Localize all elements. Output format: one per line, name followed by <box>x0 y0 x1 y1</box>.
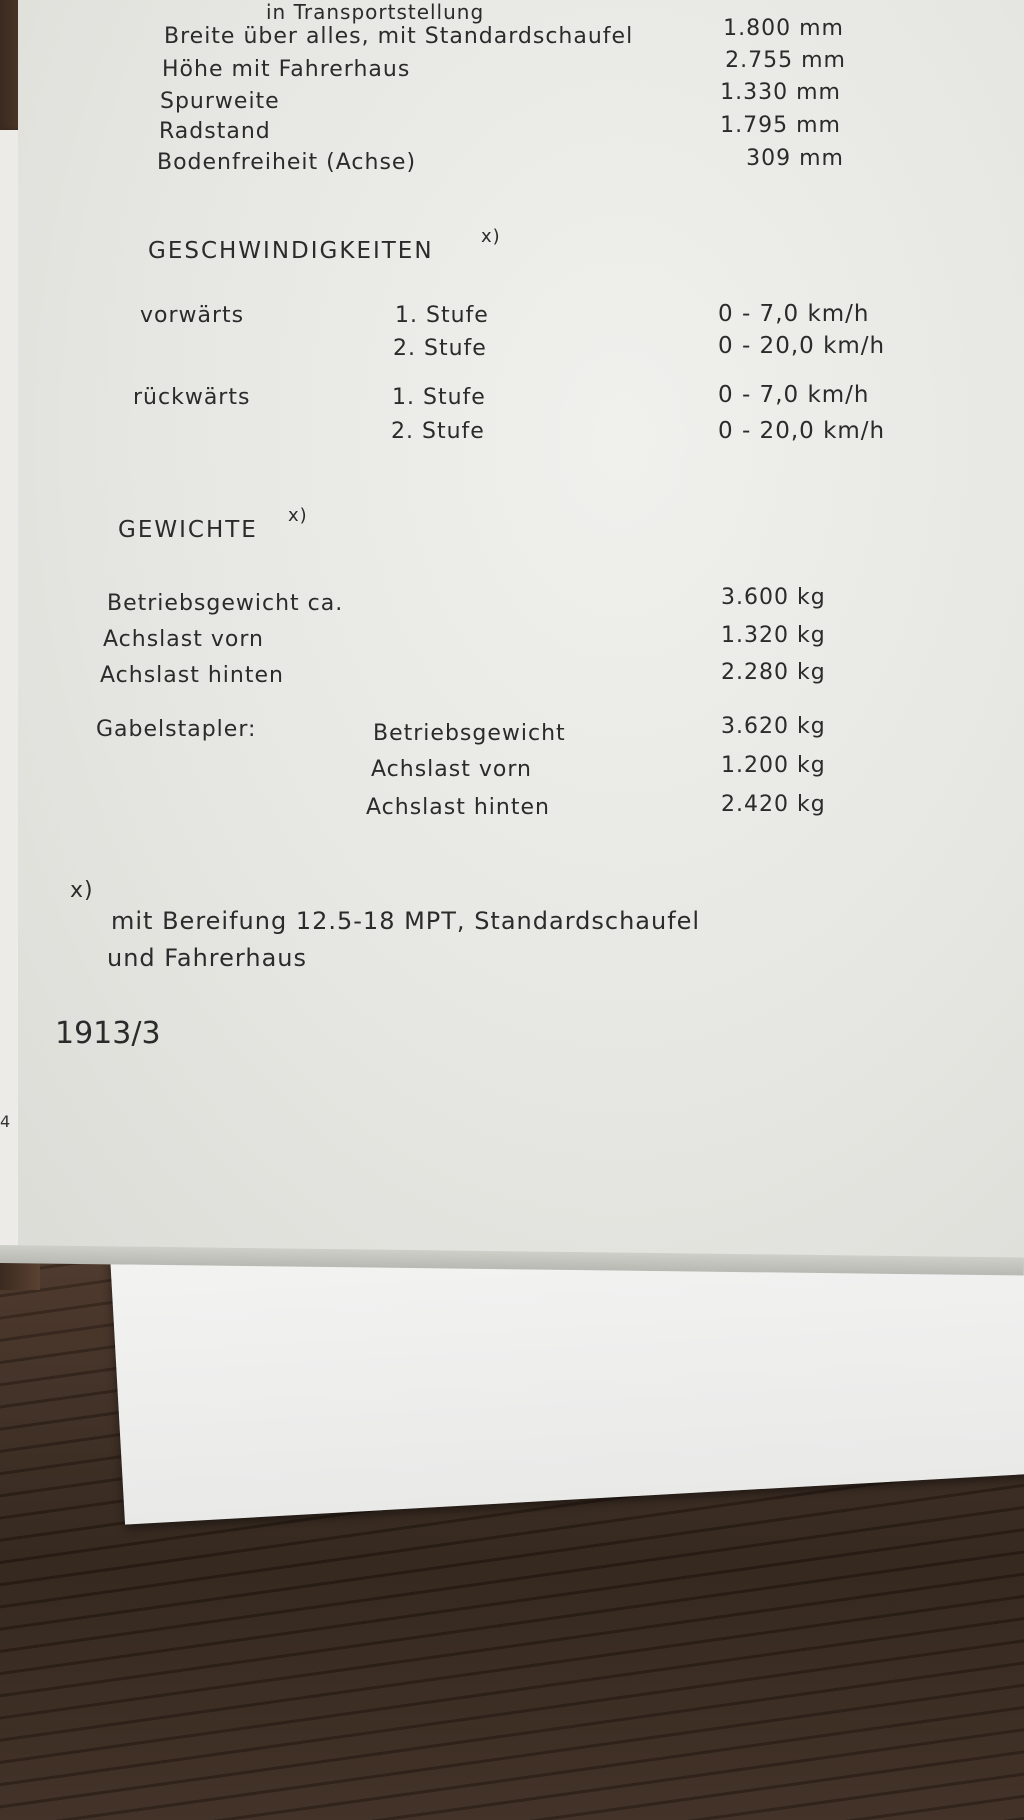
forklift-value-front-axle: 1.200 kg <box>721 753 826 778</box>
forklift-value-rear-axle: 2.420 kg <box>721 792 826 817</box>
speed-value-reverse-2: 0 - 20,0 km/h <box>718 418 886 444</box>
footnote-line-2: und Fahrerhaus <box>107 944 307 972</box>
spec-value-width: 1.800 mm <box>723 16 844 41</box>
forklift-label: Gabelstapler: <box>96 717 257 742</box>
spec-value-wheelbase: 1.795 mm <box>720 113 841 138</box>
forklift-label-operating: Betriebsgewicht <box>373 721 566 746</box>
forklift-label-front-axle: Achslast vorn <box>371 757 532 782</box>
document-code: 1913/3 <box>55 1016 161 1051</box>
spec-label-height: Höhe mit Fahrerhaus <box>162 57 411 82</box>
speeds-footnote-marker: x) <box>481 226 501 247</box>
weight-label-operating: Betriebsgewicht ca. <box>107 591 344 616</box>
spec-label-clearance: Bodenfreiheit (Achse) <box>157 150 417 175</box>
cut-off-heading: in Transportstellung <box>266 0 485 24</box>
weight-value-rear-axle: 2.280 kg <box>721 660 826 685</box>
speeds-heading: GESCHWINDIGKEITEN <box>148 238 434 264</box>
speed-stage-forward-1: 1. Stufe <box>395 303 489 328</box>
speed-value-forward-1: 0 - 7,0 km/h <box>718 301 870 327</box>
speed-direction-forward: vorwärts <box>140 303 245 328</box>
forklift-label-rear-axle: Achslast hinten <box>366 795 550 820</box>
spec-value-track: 1.330 mm <box>720 80 841 105</box>
speed-stage-forward-2: 2. Stufe <box>393 336 487 361</box>
forklift-value-operating: 3.620 kg <box>721 714 826 739</box>
weight-value-operating: 3.600 kg <box>721 585 826 610</box>
spec-label-track: Spurweite <box>160 89 280 114</box>
weight-value-front-axle: 1.320 kg <box>721 623 826 648</box>
weight-label-rear-axle: Achslast hinten <box>100 663 284 688</box>
spec-label-wheelbase: Radstand <box>159 119 271 144</box>
weights-heading: GEWICHTE <box>118 517 258 543</box>
speed-value-reverse-1: 0 - 7,0 km/h <box>718 382 870 408</box>
spec-value-clearance: 309 mm <box>746 146 844 171</box>
spec-label-width: Breite über alles, mit Standardschaufel <box>164 24 634 49</box>
speed-direction-reverse: rückwärts <box>133 385 251 410</box>
margin-page-number: 4 <box>0 1112 12 1131</box>
weights-footnote-marker: x) <box>288 505 308 526</box>
spec-value-height: 2.755 mm <box>725 48 846 73</box>
speed-value-forward-2: 0 - 20,0 km/h <box>718 333 886 359</box>
weight-label-front-axle: Achslast vorn <box>103 627 264 652</box>
footnote-line-1: mit Bereifung 12.5-18 MPT, Standardschaufel <box>111 907 701 935</box>
speed-stage-reverse-1: 1. Stufe <box>392 385 486 410</box>
footnote-marker: x) <box>70 878 94 903</box>
speed-stage-reverse-2: 2. Stufe <box>391 419 485 444</box>
